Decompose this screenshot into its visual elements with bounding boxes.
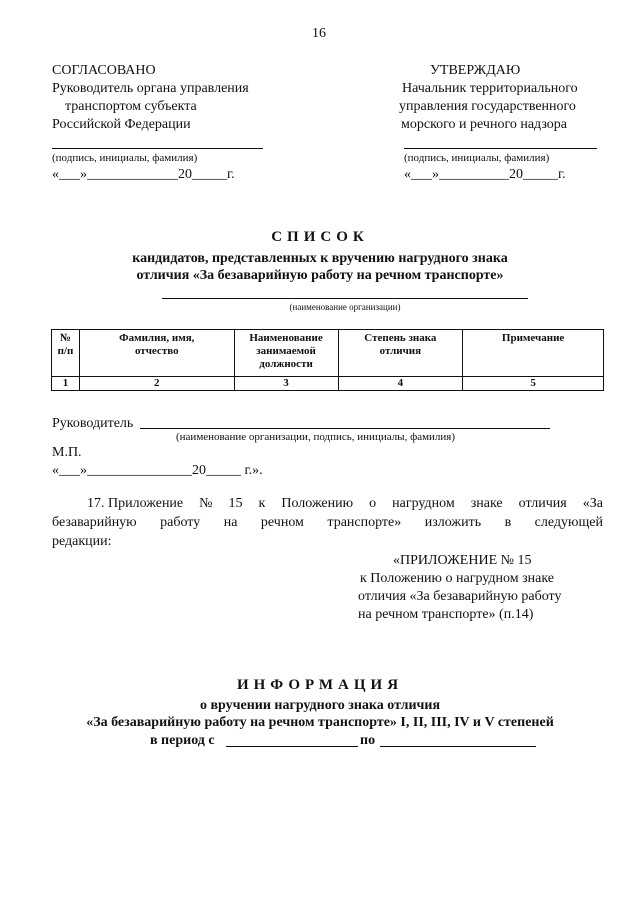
column-number-3: 3 [234,377,338,391]
appendix-line-2: к Положению о нагрудном знаке [360,571,555,586]
info-period-to: по [360,733,376,748]
manager-label: Руководитель [52,416,134,431]
header-number: № п/п [52,330,80,377]
right-line-3: морского и речного надзора [401,117,568,132]
seal-label: М.П. [52,445,82,460]
organization-caption: (наименование организации) [289,302,401,312]
info-line-2: «За безаварийную работу на речном транспорте» I, II, III, IV и V степеней [86,715,554,730]
appendix-line-1: «ПРИЛОЖЕНИЕ № 15 [393,553,532,568]
bottom-date: «___»_______________20_____ г.». [52,463,263,478]
paragraph-17-line-3: редакции: [52,534,112,549]
header-note: Примечание [463,330,604,377]
manager-line [140,428,550,429]
organization-line [162,298,528,299]
table-number-row [52,377,604,391]
table-header-row [52,330,604,377]
header-degree: Степень знака отличия [338,330,463,377]
left-signature-caption: (подпись, инициалы, фамилия) [52,152,198,164]
left-date-line: «___»_____________20_____г. [52,167,235,182]
header-position: Наименование занимаемой должности [234,330,338,377]
column-number-5: 5 [463,377,604,391]
right-signature-line [404,148,597,149]
appendix-line-4: на речном транспорте» (п.14) [358,607,534,622]
info-line-1: о вручении нагрудного знака отличия [199,698,441,713]
list-subtitle-2: отличия «За безаварийную работу на речном транспорте» [136,268,504,283]
column-number-2: 2 [79,377,234,391]
left-heading: СОГЛАСОВАНО [52,63,156,78]
list-title: СПИСОК [271,229,369,245]
header-full-name: Фамилия, имя, отчество [79,330,234,377]
info-title: ИНФОРМАЦИЯ [236,677,404,693]
info-period-end-line [380,746,536,747]
candidates-table [51,329,604,391]
page-number: 16 [312,26,326,41]
right-heading: УТВЕРЖДАЮ [430,63,521,78]
left-line-3: Российской Федерации [52,117,191,132]
info-period-prefix: в период с [150,733,215,748]
column-number-1: 1 [52,377,80,391]
left-line-2: транспортом субъекта [65,99,197,114]
right-line-1: Начальник территориального [402,81,578,96]
manager-caption: (наименование организации, подпись, инициалы, фамилия) [176,431,456,443]
paragraph-17-line-2: безаварийную работу на речном транспорте» изложить в следующей [52,515,603,530]
column-number-4: 4 [338,377,463,391]
appendix-line-3: отличия «За безаварийную работу [358,589,562,604]
list-subtitle-1: кандидатов, представленных к вручению нагрудного знака [132,251,508,266]
right-signature-caption: (подпись, инициалы, фамилия) [404,152,550,164]
info-period-start-line [226,746,358,747]
paragraph-17-line-1: 17. Приложение № 15 к Положению о нагрудном знаке отличия «За [87,496,603,511]
right-date-line: «___»__________20_____г. [404,167,566,182]
right-line-2: управления государственного [399,99,576,114]
left-line-1: Руководитель органа управления [52,81,249,96]
left-signature-line [52,148,263,149]
